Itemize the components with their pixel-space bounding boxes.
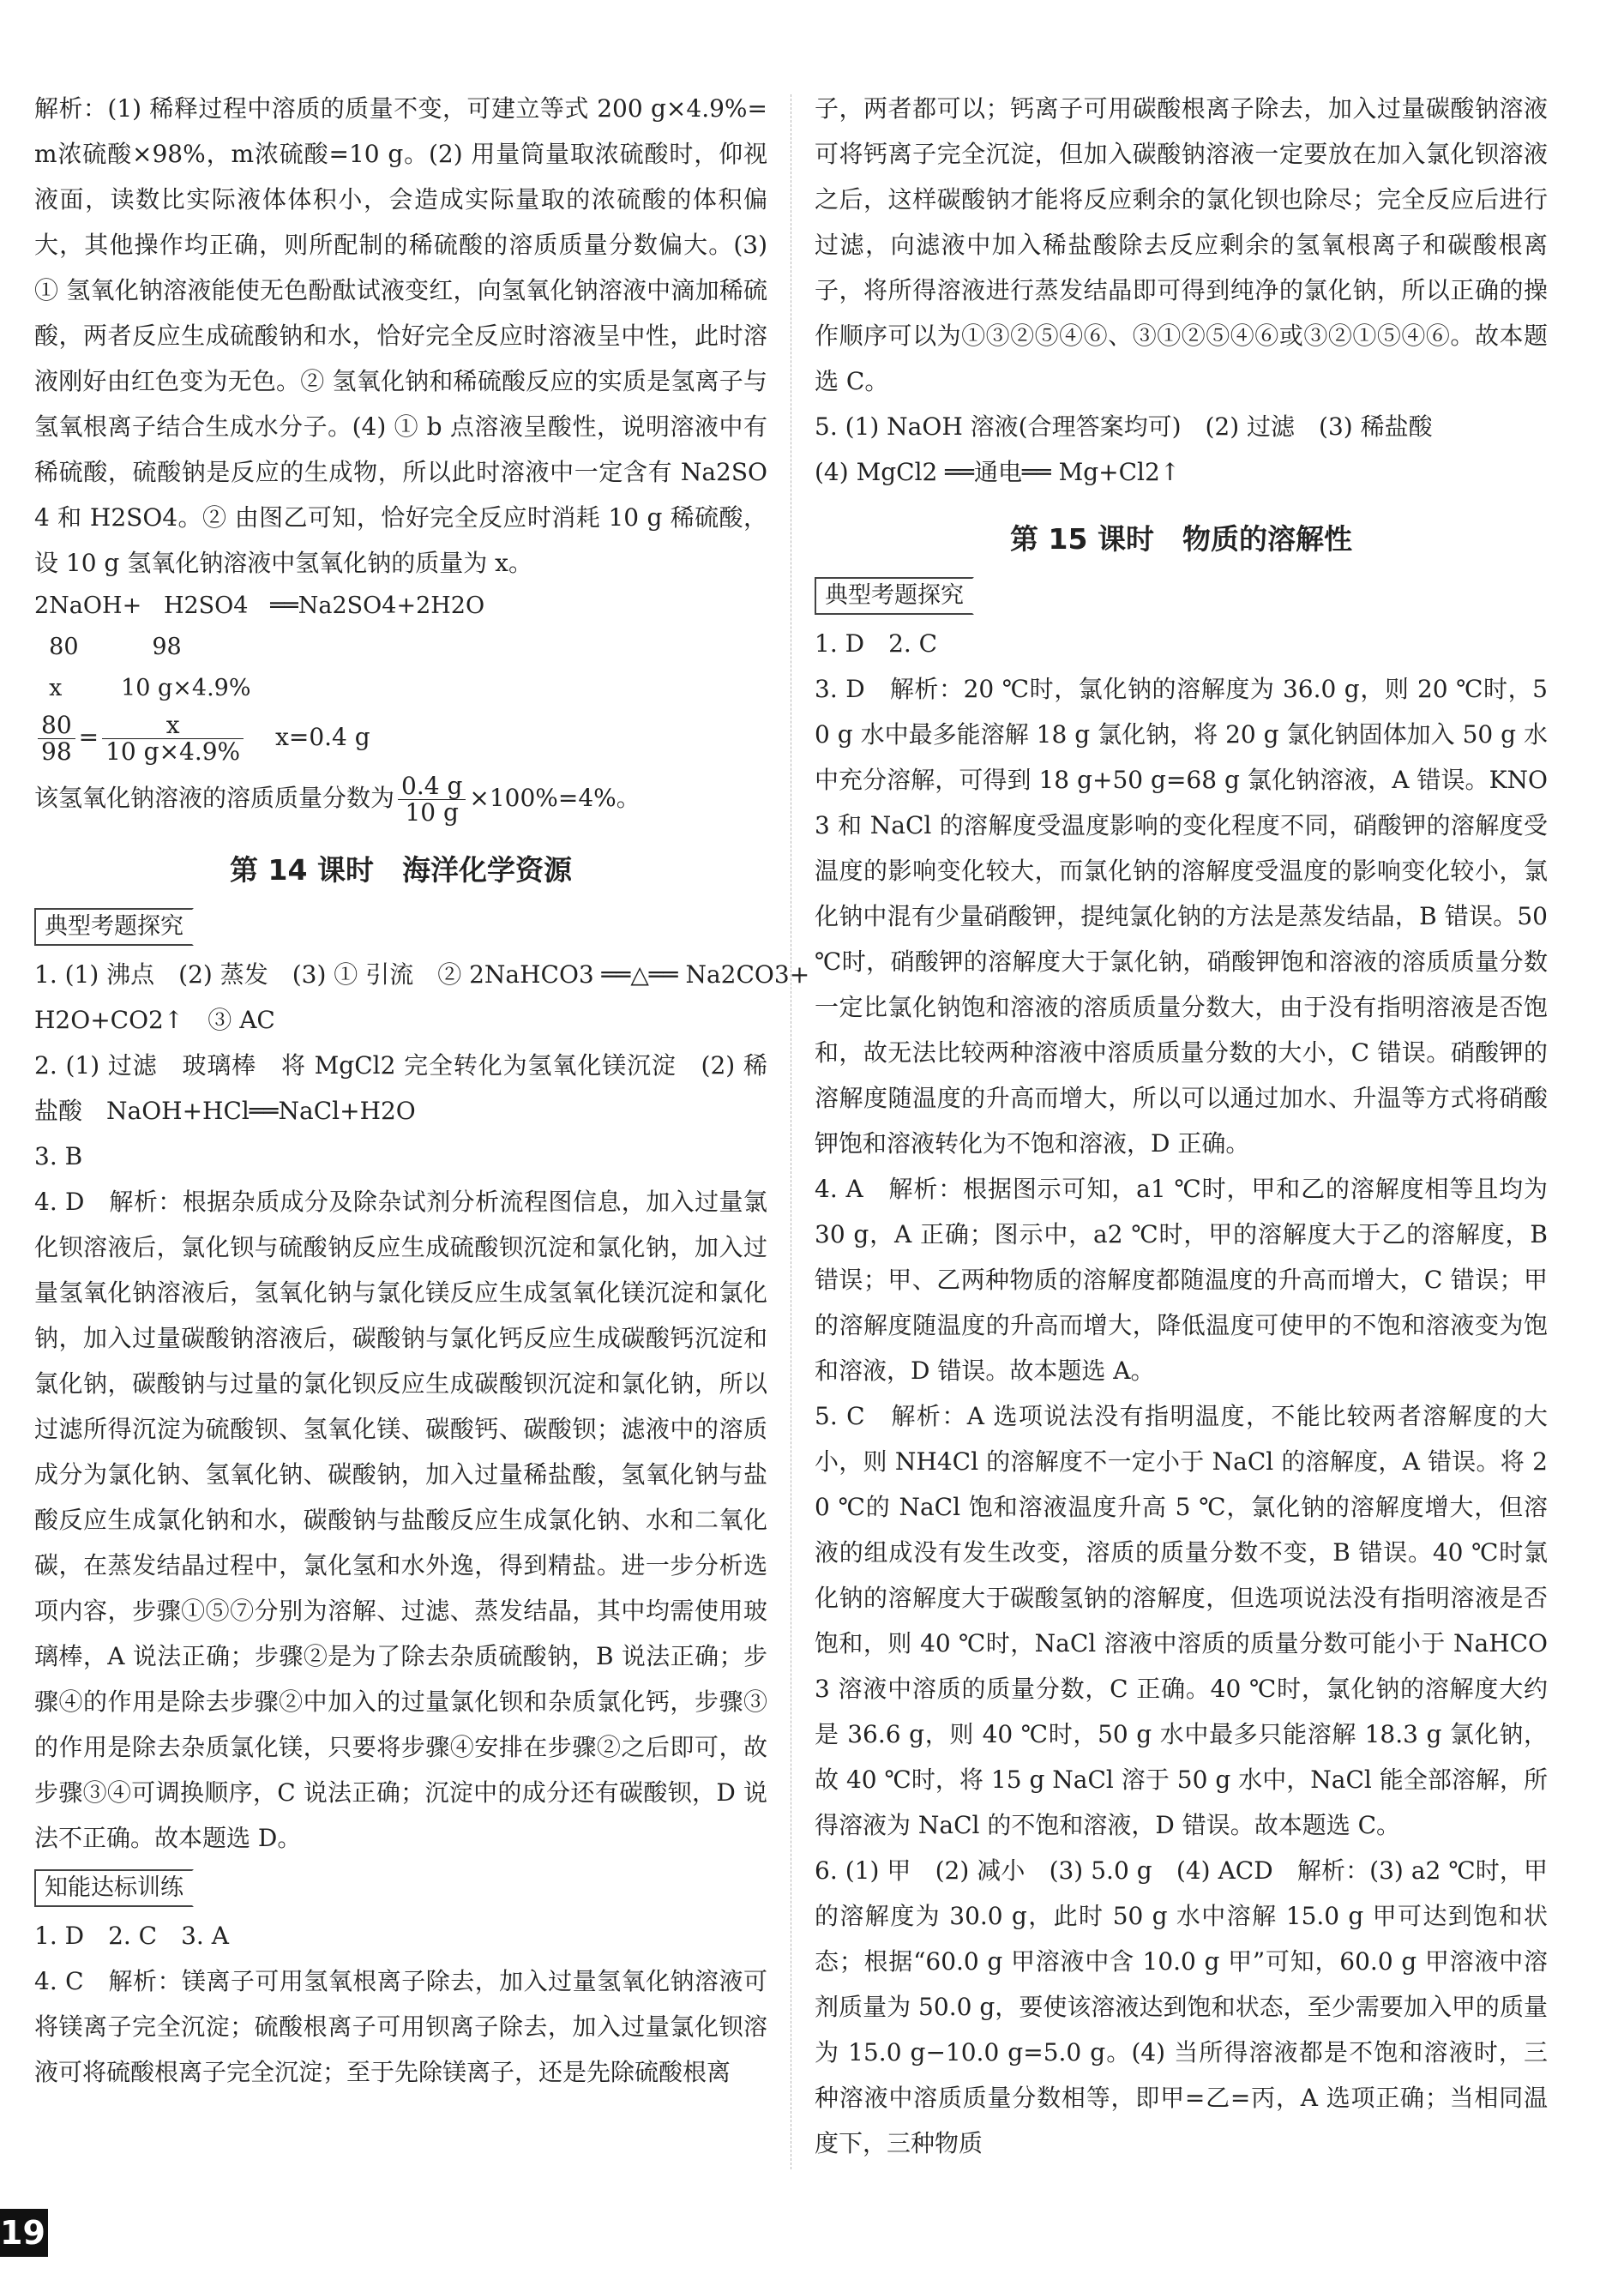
answer-4: 4. D 解析：根据杂质成分及除杂试剂分析流程图信息，加入过量氯化钡溶液后，氯化钡与硫酸钠反应生成硫酸钡沉淀和氯化钠，加入过量氢氧化钠溶液后，氢氧化钠与氯化镁反应生成氢氧化镁沉淀和氯化钠，加入过量碳酸钠溶液后，碳酸钠与氯化钙反应生成碳酸钙沉淀和氯化钠，碳酸钠与过量的氯化钡反应生成碳酸钡沉淀和氯化钠，所以过滤所得沉淀为硫酸钡、氢氧化镁、碳酸钙、碳酸钡；滤液中的溶质成分为氯化钠、氢氧化钠、碳酸钠，加入过量稀盐酸，氢氧化钠与盐酸反应生成氯化钠和水，碳酸钠与盐酸反应生成氯化钠、水和二氧化碳，在蒸发结晶过程中，氯化氢和水外逸，得到精盐。进一步分析选项内容，步骤①⑤⑦分别为溶解、过滤、蒸发结晶，其中均需使用玻璃棒，A 说法正确；步骤②是为了除去杂质硫酸钠，B 说法正确；步骤④的作用是除去步骤②中加入的过量氯化钡和杂质氯化钙，步骤③的作用是除去杂质氯化镁，只要将步骤④安排在步骤②之后即可，故步骤③④可调换顺序，C 说法正确；沉淀中的成分还有碳酸钡，D 说法不正确。故本题选 D。 (34, 1188, 767, 1852)
right-column (815, 86, 1548, 2166)
ratio-right: $\frac{x}{10 g\times 4.9\%}$ (102, 713, 244, 765)
lesson-15-title: 第 15 课时 物质的溶解性 (1010, 522, 1352, 556)
training-answer-5-line2: (4) MgCl2 ══通电══ Mg+Cl2↑ (815, 458, 1181, 486)
equation-quantities: x 10 g×4.9% (34, 675, 251, 701)
equation-molar-masses: 80 98 (34, 634, 182, 660)
section-typical-questions-15: 典型考题探究 (815, 572, 1548, 617)
ratio-left: $\frac{80}{98}$ (38, 713, 75, 765)
answer-15-5: 5. C 解析：A 选项说法没有指明温度，不能比较两者溶解度的大小，则 NH4Cl 的溶解度不一定小于 NaCl 的溶解度，A 错误。将 20 ℃的 NaCl 饱和溶液温度升高 5 ℃，氯化钠的溶解度增大，但溶液的组成没有发生改变，溶质的质量分数不变，B 错误。40 ℃时氯化钠的溶解度大于碳酸氢钠的溶解度，但选项说法没有指明溶液是否饱和，则 40 ℃时，NaCl 溶液中溶质的质量分数可能小于 NaHCO3 溶液中溶质的质量分数，C 正确。40 ℃时，氯化钠的溶解度大约是 36.6 g，则 40 ℃时，50 g 水中最多只能溶解 18.3 g 氯化钠，故 40 ℃时，将 15 g NaCl 溶于 50 g 水中，NaCl 能全部溶解，所得溶液为 NaCl 的不饱和溶液，D 错误。故本题选 C。 (815, 1402, 1548, 1839)
ratio-result: x=0.4 g (275, 723, 370, 751)
page-number: 19 (0, 2209, 48, 2257)
section-training: 知能达标训练 (34, 1864, 767, 1910)
training-answer-4: 4. C 解析：镁离子可用氢氧根离子除去，加入过量氢氧化钠溶液可将镁离子完全沉淀；硫酸根离子可用钡离子除去，加入过量氯化钡溶液可将硫酸根离子完全沉淀；至于先除镁离子，还是先除硫酸根离 (34, 1967, 767, 2086)
conclusion: 该氢氧化钠溶液的溶质质量分数为 $\frac{0.4 g}{10 g}$ ×100%=4%。 (34, 772, 641, 827)
lesson-14-title: 第 14 课时 海洋化学资源 (230, 853, 572, 887)
answer-1-line2: H2O+CO2↑ ③ AC (34, 1006, 275, 1034)
section-typical-questions: 典型考题探究 (34, 903, 767, 948)
answer-15-1-2: 1. D 2. C (815, 629, 938, 658)
answer-15-3: 3. D 解析：20 ℃时，氯化钠的溶解度为 36.0 g，则 20 ℃时，50 g 水中最多能溶解 18 g 氯化钠，将 20 g 氯化钠固体加入 50 g 水中充分溶解，可得到 18 g+50 g=68 g 氯化钠溶液，A 错误。KNO3 和 NaCl 的溶解度受温度影响的变化程度不同，硝酸钾的溶解度受温度的影响变化较大，而氯化钠的溶解度受温度的影响变化较小，氯化钠中混有少量硝酸钾，提纯氯化钠的方法是蒸发结晶，B 错误。50 ℃时，硝酸钾的溶解度大于氯化钠，硝酸钾饱和溶液的溶质质量分数一定比氯化钠饱和溶液的溶质质量分数大，由于没有指明溶液是否饱和，故无法比较两种溶液中溶质质量分数的大小，C 错误。硝酸钾的溶解度随温度的升高而增大，所以可以通过加水、升温等方式将硝酸钾饱和溶液转化为不饱和溶液，D 正确。 (815, 675, 1548, 1158)
ratio-equation: $\frac{80}{98}$ = $\frac{x}{10 g\times 4.9\%}$ x=0.4 g (34, 713, 767, 765)
training-answer-5-line1: 5. (1) NaOH 溶液(合理答案均可) (2) 过滤 (3) 稀盐酸 (815, 412, 1433, 441)
chemical-equation-block (34, 586, 767, 709)
chemical-equation: 2NaOH+ H2SO4 ══Na2SO4+2H2O (34, 593, 485, 619)
intro-analysis: 解析：(1) 稀释过程中溶质的质量不变，可建立等式 200 g×4.9%=m浓硫酸×98%，m浓硫酸=10 g。(2) 用量筒量取浓硫酸时，仰视液面，读数比实际液体体积小，会造成实际量取的浓硫酸的体积偏大，其他操作均正确，则所配制的稀硫酸的溶质质量分数偏大。(3) ① 氢氧化钠溶液能使无色酚酞试液变红，向氢氧化钠溶液中滴加稀硫酸，两者反应生成硫酸钠和水，恰好完全反应时溶液呈中性，此时溶液刚好由红色变为无色。② 氢氧化钠和稀硫酸反应的实质是氢离子与氢氧根离子结合生成水分子。(4) ① b 点溶液呈酸性，说明溶液中有稀硫酸，硫酸钠是反应的生成物，所以此时溶液中一定含有 Na2SO4 和 H2SO4。② 由图乙可知，恰好完全反应时消耗 10 g 稀硫酸，设 10 g 氢氧化钠溶液中氢氧化钠的质量为 x。 (34, 94, 767, 577)
answer-3: 3. B (34, 1142, 83, 1170)
training-answer-4-continued: 子，两者都可以；钙离子可用碳酸根离子除去，加入过量碳酸钠溶液可将钙离子完全沉淀，但加入碳酸钠溶液一定要放在加入氯化钡溶液之后，这样碳酸钠才能将反应剩余的氯化钡也除尽；完全反应后进行过滤，向滤液中加入稀盐酸除去反应剩余的氢氧根离子和碳酸根离子，将所得溶液进行蒸发结晶即可得到纯净的氯化钠，所以正确的操作顺序可以为①③②⑤④⑥、③①②⑤④⑥或③②①⑤④⑥。故本题选 C。 (815, 94, 1548, 395)
answer-15-4: 4. A 解析：根据图示可知，a1 ℃时，甲和乙的溶解度相等且均为 30 g，A 正确；图示中，a2 ℃时，甲的溶解度大于乙的溶解度，B 错误；甲、乙两种物质的溶解度都随温度的升高而增大，C 错误；甲的溶解度随温度的升高而增大，降低温度可使甲的不饱和溶液变为饱和溶液，D 错误。故本题选 A。 (815, 1175, 1548, 1385)
answer-1-line1: 1. (1) 沸点 (2) 蒸发 (3) ① 引流 ② 2NaHCO3 ══△══ Na2CO3+ (34, 960, 810, 989)
answer-15-6: 6. (1) 甲 (2) 减小 (3) 5.0 g (4) ACD 解析：(3) a2 ℃时，甲的溶解度为 30.0 g，此时 50 g 水中溶解 15.0 g 甲可达到饱和状态；根据“60.0 g 甲溶液中含 10.0 g 甲”可知，60.0 g 甲溶液中溶剂质量为 50.0 g，要使该溶液达到饱和状态，至少需要加入甲的质量为 15.0 g−10.0 g=5.0 g。(4) 当所得溶液都是不饱和溶液时，三种溶液中溶质质量分数相等，即甲=乙=丙，A 选项正确；当相同温度下，三种物质 (815, 1856, 1548, 2157)
training-answers-1-3: 1. D 2. C 3. A (34, 1922, 229, 1950)
left-column (34, 86, 810, 2095)
conclusion-fraction: $\frac{0.4 g}{10 g}$ (398, 773, 466, 826)
answer-2: 2. (1) 过滤 玻璃棒 将 MgCl2 完全转化为氢氧化镁沉淀 (2) 稀盐酸 NaOH+HCl══NaCl+H2O (34, 1051, 767, 1125)
